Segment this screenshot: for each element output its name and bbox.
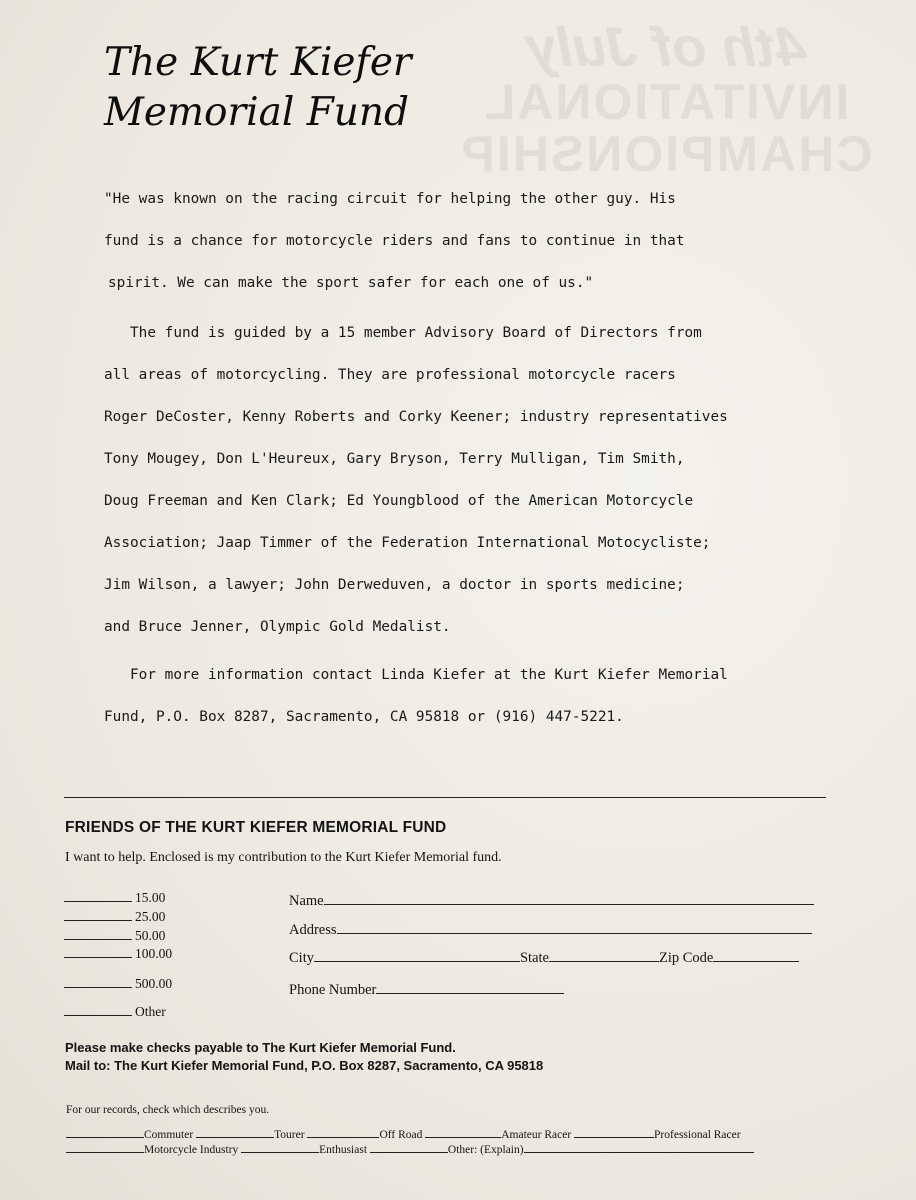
- zip-label: Zip Code: [658, 950, 714, 966]
- name-field[interactable]: [289, 892, 814, 910]
- rider-type-row: [66, 1127, 741, 1141]
- tourer-label: Tourer: [274, 1129, 305, 1141]
- amount-option[interactable]: [64, 928, 165, 944]
- board-line: Association; Jaap Timmer of the Federation International Motocycliste;: [104, 535, 711, 551]
- form-heading: FRIENDS OF THE KURT KIEFER MEMORIAL FUND: [65, 819, 447, 836]
- contact-line: For more information contact Linda Kiefer at the Kurt Kiefer Memorial: [130, 667, 728, 683]
- amount-option[interactable]: [64, 890, 165, 906]
- amount-option[interactable]: [64, 909, 165, 925]
- phone-line[interactable]: [376, 981, 564, 994]
- mail-to-line: Mail to: The Kurt Kiefer Memorial Fund, P.O. Box 8287, Sacramento, CA 95818: [65, 1058, 544, 1073]
- other-label: Other: (Explain): [447, 1144, 524, 1156]
- bleed-through-heading: [456, 15, 876, 182]
- commuter-blank[interactable]: [66, 1127, 144, 1138]
- form-intro: I want to help. Enclosed is my contribution to the Kurt Kiefer Memorial fund.: [65, 850, 502, 865]
- board-line: and Bruce Jenner, Olympic Gold Medalist.: [104, 619, 451, 635]
- board-line: all areas of motorcycling. They are professional motorcycle racers: [104, 367, 676, 383]
- city-state-zip-row: [289, 949, 799, 967]
- off-road-label: Off Road: [379, 1129, 423, 1141]
- state-label: State: [519, 950, 549, 966]
- amount-label: 50.00: [135, 928, 166, 943]
- title-line-2: Memorial Fund: [104, 90, 409, 135]
- address-label: Address: [289, 922, 337, 938]
- rider-type-row: [66, 1142, 754, 1156]
- divider-rule: [64, 797, 826, 798]
- amount-option[interactable]: [64, 946, 172, 962]
- amount-label: Other: [135, 1004, 166, 1019]
- city-label: City: [289, 950, 314, 966]
- amount-option[interactable]: [64, 1004, 166, 1020]
- quote-line: fund is a chance for motorcycle riders and fans to continue in that: [104, 233, 685, 249]
- commuter-label: Commuter: [144, 1129, 194, 1141]
- board-line: Tony Mougey, Don L'Heureux, Gary Bryson, Terry Mulligan, Tim Smith,: [104, 451, 685, 467]
- professional-blank[interactable]: [574, 1127, 654, 1138]
- amount-label: 500.00: [135, 976, 173, 991]
- contact-line: Fund, P.O. Box 8287, Sacramento, CA 95818 or (916) 447-5221.: [104, 709, 624, 725]
- quote-line: "He was known on the racing circuit for helping the other guy. His: [104, 191, 676, 207]
- amount-label: 100.00: [135, 946, 173, 961]
- off-road-blank[interactable]: [307, 1127, 379, 1138]
- bleed-line-2: INVITATIONAL: [482, 74, 850, 130]
- industry-blank[interactable]: [66, 1142, 144, 1153]
- records-heading: For our records, check which describes you.: [66, 1104, 270, 1116]
- address-line[interactable]: [337, 921, 812, 934]
- city-line[interactable]: [314, 949, 520, 962]
- quote-line: spirit. We can make the sport safer for each one of us.": [108, 275, 594, 291]
- amateur-blank[interactable]: [425, 1127, 501, 1138]
- phone-field[interactable]: [289, 981, 564, 999]
- amount-blank[interactable]: [64, 920, 132, 921]
- other-explain-line[interactable]: [524, 1142, 754, 1153]
- amount-blank[interactable]: [64, 957, 132, 958]
- body-text: [104, 178, 804, 738]
- page-title: [104, 38, 412, 138]
- amount-blank[interactable]: [64, 987, 132, 988]
- amateur-label: Amateur Racer: [501, 1129, 572, 1141]
- board-line: Roger DeCoster, Kenny Roberts and Corky Keener; industry representatives: [104, 409, 728, 425]
- bleed-line-1: 4th of July: [525, 15, 807, 78]
- enthusiast-blank[interactable]: [241, 1142, 319, 1153]
- amount-label: 15.00: [135, 890, 166, 905]
- state-line[interactable]: [549, 949, 659, 962]
- amount-option[interactable]: [64, 976, 172, 992]
- tourer-blank[interactable]: [196, 1127, 274, 1138]
- other-blank[interactable]: [370, 1142, 448, 1153]
- amount-blank[interactable]: [64, 1015, 132, 1016]
- amount-blank[interactable]: [64, 901, 132, 902]
- amount-label: 25.00: [135, 909, 166, 924]
- board-line: The fund is guided by a 15 member Advisory Board of Directors from: [130, 325, 702, 341]
- name-line[interactable]: [324, 892, 814, 905]
- industry-label: Motorcycle Industry: [144, 1144, 239, 1156]
- phone-label: Phone Number: [289, 982, 377, 998]
- address-field[interactable]: [289, 921, 812, 939]
- professional-label: Professional Racer: [654, 1129, 741, 1141]
- amount-blank[interactable]: [64, 939, 132, 940]
- payable-line: Please make checks payable to The Kurt Kiefer Memorial Fund.: [65, 1040, 456, 1055]
- payment-instructions: [65, 1039, 543, 1075]
- zip-line[interactable]: [713, 949, 799, 962]
- title-line-1: The Kurt Kiefer: [104, 40, 412, 85]
- board-line: Doug Freeman and Ken Clark; Ed Youngblood of the American Motorcycle: [104, 493, 694, 509]
- enthusiast-label: Enthusiast: [319, 1144, 368, 1156]
- name-label: Name: [289, 893, 324, 909]
- board-line: Jim Wilson, a lawyer; John Derweduven, a doctor in sports medicine;: [104, 577, 685, 593]
- bleed-line-3: CHAMPIONSHIP: [459, 126, 873, 182]
